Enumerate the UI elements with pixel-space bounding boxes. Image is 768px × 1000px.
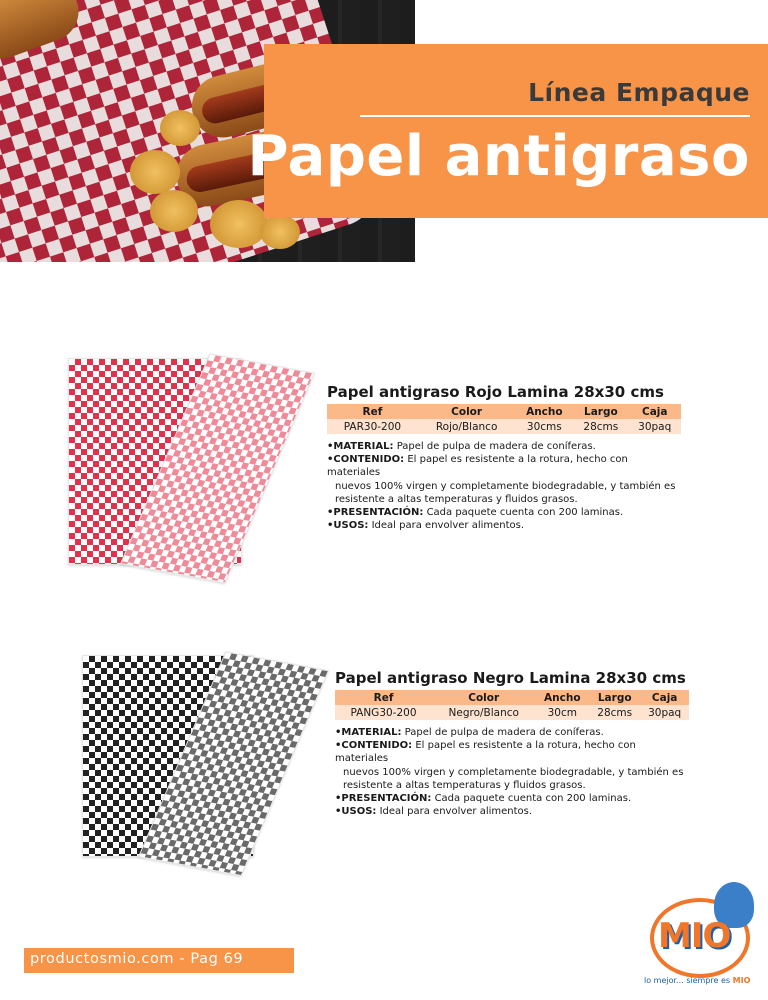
product-card-red [327,383,681,532]
desc-label: •PRESENTACIÓN: [335,793,432,805]
potato-chip [150,190,198,232]
section-eyebrow: Línea Empaque [528,78,750,107]
desc-label: •USOS: [335,806,377,818]
desc-text: Cada paquete cuenta con 200 laminas. [426,507,624,519]
desc-label: •USOS: [327,520,369,532]
spec-ancho: 30cms [515,419,573,434]
logo-tagline-prefix: lo mejor... siempre es [644,976,731,985]
product-title: Papel antigraso Rojo Lamina 28x30 cms [327,383,664,401]
spec-table [327,404,681,434]
spec-value-row [335,705,689,720]
page-title: Papel antigraso [247,124,750,189]
desc-text: El papel es resistente a la rotura, hecho con materiales [335,740,636,765]
desc-usos [327,519,677,532]
desc-contenido [335,739,685,765]
product-description [335,726,685,818]
logo-wordmark: MIO [658,916,731,956]
logo-tagline-brand: MIO [732,976,751,985]
potato-chip [260,215,300,249]
spec-col-color: Color [418,404,516,419]
desc-text: Cada paquete cuenta con 200 laminas. [434,793,632,805]
desc-presentacion [327,506,677,519]
desc-presentacion [335,792,685,805]
logo-tagline [644,976,750,985]
spec-ref: PANG30-200 [335,705,432,720]
spec-col-ref: Ref [335,690,432,705]
product-description [327,440,677,532]
spec-ref: PAR30-200 [327,419,418,434]
desc-contenido-cont: resistente a altas temperaturas y fluidos grasos. [335,493,578,505]
spec-col-ancho: Ancho [535,690,589,705]
desc-text: Ideal para envolver alimentos. [379,806,533,818]
spec-col-caja: Caja [640,690,689,705]
potato-chip [160,110,200,146]
desc-text: El papel es resistente a la rotura, hecho con materiales [327,454,628,479]
desc-label: •PRESENTACIÓN: [327,507,424,519]
spec-ancho: 30cm [535,705,589,720]
spec-col-ancho: Ancho [515,404,573,419]
potato-chip [130,150,180,194]
desc-contenido-cont: resistente a altas temperaturas y fluidos grasos. [343,779,586,791]
desc-contenido-cont: nuevos 100% virgen y completamente biodegradable, y también es [343,766,684,778]
desc-material [327,440,677,453]
spec-color: Rojo/Blanco [418,419,516,434]
desc-label: •CONTENIDO: [335,740,413,752]
spec-col-largo: Largo [589,690,640,705]
desc-contenido-cont: nuevos 100% virgen y completamente biodegradable, y también es [335,480,676,492]
desc-text: Papel de pulpa de madera de coníferas. [401,727,604,738]
desc-text: Papel de pulpa de madera de coníferas. [396,441,596,452]
spec-col-caja: Caja [628,404,681,419]
desc-contenido [327,453,677,479]
brand-logo [640,880,760,992]
spec-largo: 28cms [589,705,640,720]
product-title: Papel antigraso Negro Lamina 28x30 cms [335,669,686,687]
desc-usos [335,805,685,818]
spec-header-row [327,404,681,419]
spec-table [335,690,689,720]
product-card-black [335,669,689,818]
spec-largo: 28cms [573,419,628,434]
potato-chip [210,200,268,248]
desc-label: •MATERIAL: [327,441,394,452]
spec-color: Negro/Blanco [432,705,535,720]
spec-col-largo: Largo [573,404,628,419]
spec-col-color: Color [432,690,535,705]
spec-caja: 30paq [640,705,689,720]
spec-col-ref: Ref [327,404,418,419]
desc-material [335,726,685,739]
spec-header-row [335,690,689,705]
footer-page-label: productosmio.com - Pag 69 [30,951,244,967]
title-divider [360,115,750,117]
spec-caja: 30paq [628,419,681,434]
spec-value-row [327,419,681,434]
desc-label: •CONTENIDO: [327,454,405,466]
desc-label: •MATERIAL: [335,727,402,738]
desc-text: Ideal para envolver alimentos. [371,520,525,532]
